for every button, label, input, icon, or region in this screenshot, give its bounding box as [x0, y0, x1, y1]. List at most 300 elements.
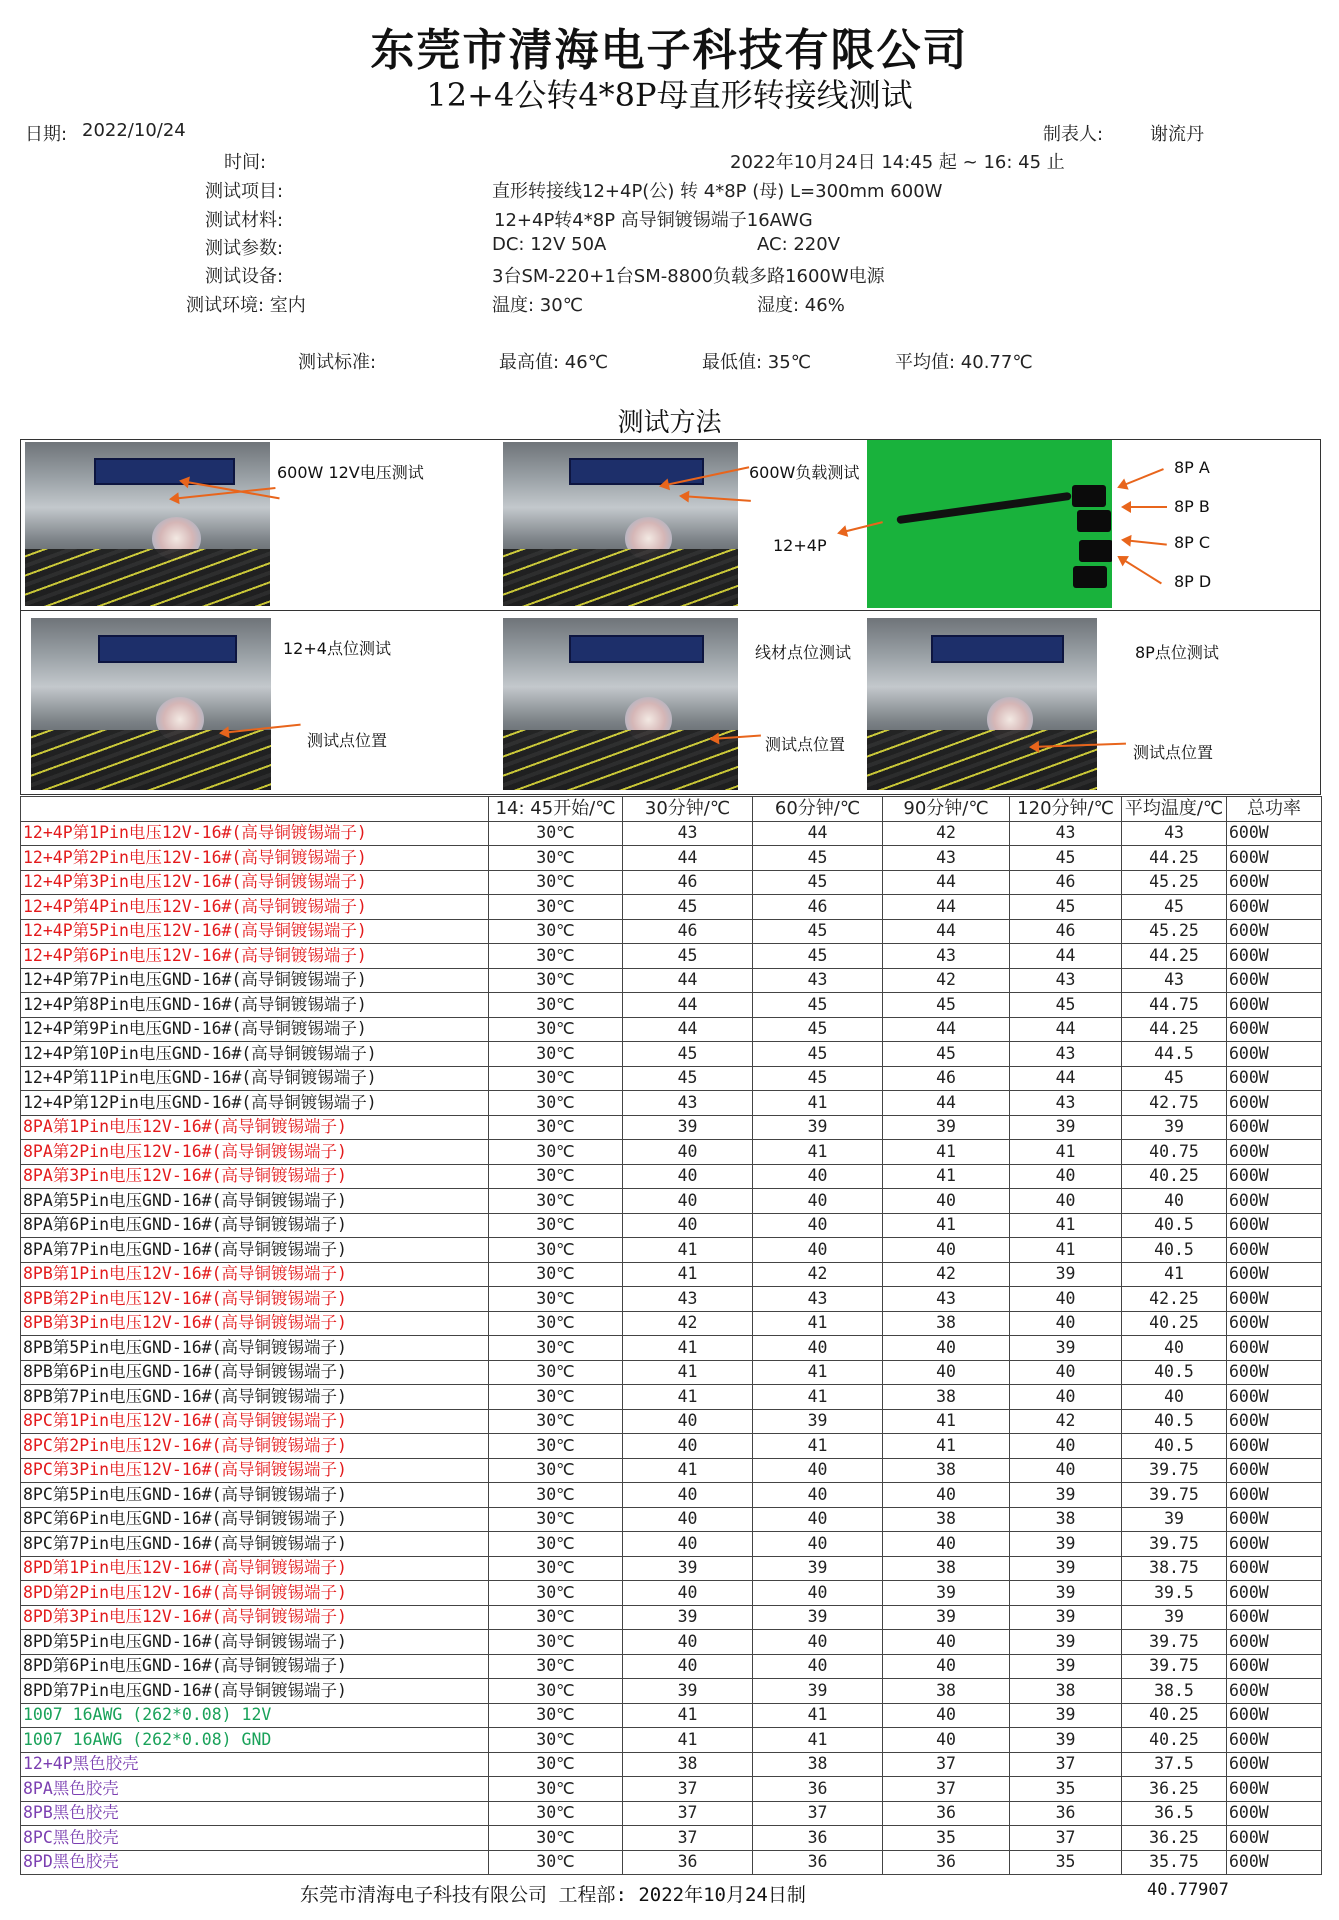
header-cell: 90分钟/℃ — [883, 797, 1010, 822]
value-cell: 41 — [1010, 1213, 1122, 1238]
table-row — [21, 1483, 1322, 1508]
value-cell: 43 — [623, 821, 753, 846]
value-cell: 46 — [1010, 919, 1122, 944]
value-cell: 45 — [623, 895, 753, 920]
value-cell: 39.75 — [1122, 1630, 1227, 1655]
value-cell: 38 — [1010, 1679, 1122, 1704]
header-cell — [21, 797, 489, 822]
value-cell: 600W — [1227, 1703, 1322, 1728]
value-cell: 44 — [753, 821, 883, 846]
value-cell: 44 — [1010, 944, 1122, 969]
arrow-icon — [1123, 539, 1167, 546]
humidity-value: 湿度: 46% — [757, 295, 845, 316]
table-row — [21, 1507, 1322, 1532]
value-cell: 30℃ — [489, 870, 623, 895]
value-cell: 35 — [883, 1826, 1010, 1851]
value-cell: 41 — [883, 1140, 1010, 1165]
row-name-cell: 8PC第1Pin电压12V-16#(高导铜镀锡端子) — [21, 1409, 489, 1434]
value-cell: 600W — [1227, 993, 1322, 1018]
value-cell: 40 — [1010, 1458, 1122, 1483]
row-name-cell: 8PC第7Pin电压GND-16#(高导铜镀锡端子) — [21, 1532, 489, 1557]
value-cell: 40 — [753, 1189, 883, 1214]
value-cell: 39.5 — [1122, 1581, 1227, 1606]
value-cell: 600W — [1227, 1189, 1322, 1214]
footer-text: 东莞市清海电子科技有限公司 工程部: 2022年10月24日制 — [300, 1884, 806, 1906]
value-cell: 30℃ — [489, 1189, 623, 1214]
row-name-cell: 1007 16AWG (262*0.08) 12V — [21, 1703, 489, 1728]
value-cell: 37 — [883, 1752, 1010, 1777]
value-cell: 600W — [1227, 1238, 1322, 1263]
value-cell: 44 — [883, 895, 1010, 920]
row-name-cell: 8PB第6Pin电压GND-16#(高导铜镀锡端子) — [21, 1360, 489, 1385]
value-cell: 40 — [883, 1630, 1010, 1655]
value-cell: 30℃ — [489, 1581, 623, 1606]
value-cell: 41 — [753, 1434, 883, 1459]
row-name-cell: 8PC第3Pin电压12V-16#(高导铜镀锡端子) — [21, 1458, 489, 1483]
value-cell: 40 — [623, 1483, 753, 1508]
row-name-cell: 12+4P第2Pin电压12V-16#(高导铜镀锡端子) — [21, 846, 489, 871]
avg-value: 平均值: 40.77℃ — [895, 352, 1033, 373]
value-cell: 40 — [623, 1630, 753, 1655]
value-cell: 30℃ — [489, 1679, 623, 1704]
value-cell: 37.5 — [1122, 1752, 1227, 1777]
value-cell: 43 — [1010, 1091, 1122, 1116]
value-cell: 39 — [753, 1409, 883, 1434]
value-cell: 39 — [623, 1556, 753, 1581]
value-cell: 39 — [623, 1605, 753, 1630]
value-cell: 40 — [753, 1507, 883, 1532]
value-cell: 41 — [623, 1458, 753, 1483]
value-cell: 40 — [753, 1654, 883, 1679]
value-cell: 600W — [1227, 1042, 1322, 1067]
table-row — [21, 895, 1322, 920]
table-row — [21, 1703, 1322, 1728]
table-row — [21, 1311, 1322, 1336]
value-cell: 40 — [883, 1189, 1010, 1214]
value-cell: 45 — [623, 1066, 753, 1091]
value-cell: 41 — [753, 1360, 883, 1385]
table-row — [21, 1777, 1322, 1802]
arrow-icon — [1119, 468, 1164, 488]
table-row — [21, 1630, 1322, 1655]
value-cell: 45 — [753, 919, 883, 944]
value-cell: 36.25 — [1122, 1777, 1227, 1802]
value-cell: 600W — [1227, 968, 1322, 993]
header-cell: 30分钟/℃ — [623, 797, 753, 822]
environment-label: 测试环境: 室内 — [186, 295, 306, 316]
row-name-cell: 8PD第5Pin电压GND-16#(高导铜镀锡端子) — [21, 1630, 489, 1655]
value-cell: 45 — [753, 944, 883, 969]
date-label: 日期: — [25, 124, 68, 145]
value-cell: 44 — [1010, 1017, 1122, 1042]
value-cell: 600W — [1227, 1409, 1322, 1434]
value-cell: 44 — [883, 870, 1010, 895]
value-cell: 39 — [1122, 1115, 1227, 1140]
photo-cable — [867, 440, 1112, 608]
row-name-cell: 8PB第5Pin电压GND-16#(高导铜镀锡端子) — [21, 1336, 489, 1361]
value-cell: 44 — [883, 919, 1010, 944]
value-cell: 40 — [753, 1630, 883, 1655]
value-cell: 39 — [1010, 1556, 1122, 1581]
value-cell: 45 — [753, 993, 883, 1018]
row-name-cell: 8PB黑色胶壳 — [21, 1801, 489, 1826]
value-cell: 600W — [1227, 1287, 1322, 1312]
value-cell: 39 — [1010, 1605, 1122, 1630]
value-cell: 38.75 — [1122, 1556, 1227, 1581]
photo-12v-voltage-test — [25, 442, 270, 606]
value-cell: 39 — [1122, 1605, 1227, 1630]
value-cell: 41 — [753, 1728, 883, 1753]
table-row — [21, 1556, 1322, 1581]
value-cell: 37 — [1010, 1752, 1122, 1777]
value-cell: 30℃ — [489, 1311, 623, 1336]
row-name-cell: 8PD黑色胶壳 — [21, 1850, 489, 1875]
row-name-cell: 8PA第2Pin电压12V-16#(高导铜镀锡端子) — [21, 1140, 489, 1165]
value-cell: 41 — [1010, 1238, 1122, 1263]
table-row — [21, 1385, 1322, 1410]
value-cell: 36 — [883, 1850, 1010, 1875]
value-cell: 40 — [623, 1140, 753, 1165]
table-row — [21, 1752, 1322, 1777]
value-cell: 30℃ — [489, 1630, 623, 1655]
value-cell: 30℃ — [489, 1409, 623, 1434]
value-cell: 600W — [1227, 1850, 1322, 1875]
value-cell: 40 — [1122, 1336, 1227, 1361]
table-row — [21, 944, 1322, 969]
value-cell: 35.75 — [1122, 1850, 1227, 1875]
value-cell: 44.25 — [1122, 1017, 1227, 1042]
value-cell: 40 — [753, 1581, 883, 1606]
value-cell: 40 — [753, 1238, 883, 1263]
row-name-cell: 12+4P第12Pin电压GND-16#(高导铜镀锡端子) — [21, 1091, 489, 1116]
arrow-icon — [1123, 506, 1167, 508]
value-cell: 39 — [1010, 1703, 1122, 1728]
value-cell: 40 — [623, 1164, 753, 1189]
table-row — [21, 1458, 1322, 1483]
table-row — [21, 1826, 1322, 1851]
value-cell: 30℃ — [489, 944, 623, 969]
value-cell: 30℃ — [489, 1654, 623, 1679]
value-cell: 30℃ — [489, 1017, 623, 1042]
footer-average: 40.77907 — [1147, 1880, 1229, 1900]
value-cell: 40 — [1122, 1189, 1227, 1214]
value-cell: 41 — [883, 1409, 1010, 1434]
equipment-value: 3台SM-220+1台SM-8800负载多路1600W电源 — [492, 266, 885, 287]
row-name-cell: 8PC第6Pin电压GND-16#(高导铜镀锡端子) — [21, 1507, 489, 1532]
value-cell: 39 — [1010, 1654, 1122, 1679]
value-cell: 38 — [883, 1458, 1010, 1483]
value-cell: 600W — [1227, 1826, 1322, 1851]
value-cell: 46 — [753, 895, 883, 920]
value-cell: 30℃ — [489, 993, 623, 1018]
row-name-cell: 8PD第1Pin电压12V-16#(高导铜镀锡端子) — [21, 1556, 489, 1581]
caption-8pc: 8P C — [1174, 533, 1211, 552]
value-cell: 30℃ — [489, 1115, 623, 1140]
table-row — [21, 821, 1322, 846]
row-name-cell: 12+4P第7Pin电压GND-16#(高导铜镀锡端子) — [21, 968, 489, 993]
value-cell: 38.5 — [1122, 1679, 1227, 1704]
value-cell: 40 — [623, 1532, 753, 1557]
value-cell: 46 — [623, 919, 753, 944]
photo-divider — [21, 610, 1320, 611]
table-row — [21, 1336, 1322, 1361]
caption-load-test: 600W负载测试 — [749, 463, 860, 482]
value-cell: 45 — [1010, 895, 1122, 920]
value-cell: 43 — [1010, 1042, 1122, 1067]
row-name-cell: 12+4P第3Pin电压12V-16#(高导铜镀锡端子) — [21, 870, 489, 895]
row-name-cell: 12+4P第8Pin电压GND-16#(高导铜镀锡端子) — [21, 993, 489, 1018]
table-row — [21, 1115, 1322, 1140]
row-name-cell: 8PD第3Pin电压12V-16#(高导铜镀锡端子) — [21, 1605, 489, 1630]
value-cell: 40 — [623, 1409, 753, 1434]
value-cell: 43 — [1010, 968, 1122, 993]
value-cell: 40.5 — [1122, 1409, 1227, 1434]
row-name-cell: 12+4P第10Pin电压GND-16#(高导铜镀锡端子) — [21, 1042, 489, 1067]
value-cell: 600W — [1227, 1483, 1322, 1508]
value-cell: 40 — [623, 1654, 753, 1679]
standard-label: 测试标准: — [298, 352, 377, 373]
value-cell: 41 — [623, 1385, 753, 1410]
time-value: 2022年10月24日 14:45 起 ~ 16: 45 止 — [730, 152, 1065, 173]
value-cell: 600W — [1227, 1752, 1322, 1777]
value-cell: 38 — [623, 1752, 753, 1777]
value-cell: 44.25 — [1122, 846, 1227, 871]
row-name-cell: 8PD第7Pin电压GND-16#(高导铜镀锡端子) — [21, 1679, 489, 1704]
value-cell: 600W — [1227, 1556, 1322, 1581]
value-cell: 36 — [1010, 1801, 1122, 1826]
value-cell: 41 — [1010, 1140, 1122, 1165]
value-cell: 30℃ — [489, 1213, 623, 1238]
value-cell: 45 — [1122, 895, 1227, 920]
value-cell: 41 — [623, 1238, 753, 1263]
header-cell: 总功率 — [1227, 797, 1322, 822]
value-cell: 39 — [883, 1115, 1010, 1140]
value-cell: 41 — [623, 1360, 753, 1385]
value-cell: 38 — [883, 1556, 1010, 1581]
value-cell: 40.5 — [1122, 1213, 1227, 1238]
value-cell: 44 — [623, 1017, 753, 1042]
value-cell: 30℃ — [489, 1385, 623, 1410]
table-row — [21, 1189, 1322, 1214]
value-cell: 36 — [753, 1826, 883, 1851]
value-cell: 43 — [753, 1287, 883, 1312]
value-cell: 600W — [1227, 1532, 1322, 1557]
row-name-cell: 8PD第6Pin电压GND-16#(高导铜镀锡端子) — [21, 1654, 489, 1679]
table-row — [21, 1017, 1322, 1042]
value-cell: 41 — [753, 1140, 883, 1165]
table-row — [21, 1850, 1322, 1875]
maker-label: 制表人: — [1043, 124, 1104, 145]
value-cell: 600W — [1227, 1507, 1322, 1532]
value-cell: 30℃ — [489, 1850, 623, 1875]
value-cell: 600W — [1227, 870, 1322, 895]
table-row — [21, 1238, 1322, 1263]
table-row — [21, 968, 1322, 993]
value-cell: 600W — [1227, 1336, 1322, 1361]
value-cell: 39 — [1010, 1630, 1122, 1655]
value-cell: 45 — [753, 1066, 883, 1091]
row-name-cell: 8PB第3Pin电压12V-16#(高导铜镀锡端子) — [21, 1311, 489, 1336]
value-cell: 600W — [1227, 1213, 1322, 1238]
value-cell: 46 — [883, 1066, 1010, 1091]
value-cell: 42 — [1010, 1409, 1122, 1434]
value-cell: 41 — [623, 1728, 753, 1753]
value-cell: 40 — [753, 1213, 883, 1238]
value-cell: 45.25 — [1122, 919, 1227, 944]
value-cell: 45 — [753, 1042, 883, 1067]
value-cell: 45 — [753, 1017, 883, 1042]
table-row — [21, 919, 1322, 944]
value-cell: 45 — [623, 1042, 753, 1067]
value-cell: 36.25 — [1122, 1826, 1227, 1851]
value-cell: 45 — [883, 1042, 1010, 1067]
value-cell: 46 — [1010, 870, 1122, 895]
header-cell: 120分钟/℃ — [1010, 797, 1122, 822]
value-cell: 600W — [1227, 1066, 1322, 1091]
value-cell: 39 — [1122, 1507, 1227, 1532]
value-cell: 30℃ — [489, 919, 623, 944]
value-cell: 30℃ — [489, 1262, 623, 1287]
value-cell: 40 — [883, 1238, 1010, 1263]
date-value: 2022/10/24 — [82, 120, 186, 141]
value-cell: 43 — [883, 846, 1010, 871]
value-cell: 40 — [883, 1728, 1010, 1753]
row-name-cell: 8PA第7Pin电压GND-16#(高导铜镀锡端子) — [21, 1238, 489, 1263]
material-label: 测试材料: — [205, 210, 284, 231]
maker-value: 谢流丹 — [1150, 124, 1204, 145]
value-cell: 40 — [623, 1213, 753, 1238]
param-label: 测试参数: — [205, 238, 284, 259]
value-cell: 39 — [753, 1605, 883, 1630]
method-photo-panel — [20, 439, 1321, 795]
value-cell: 44.25 — [1122, 944, 1227, 969]
param-dc: DC: 12V 50A — [492, 234, 607, 255]
value-cell: 43 — [1122, 968, 1227, 993]
value-cell: 39 — [1010, 1483, 1122, 1508]
value-cell: 30℃ — [489, 1360, 623, 1385]
value-cell: 45 — [753, 846, 883, 871]
value-cell: 35 — [1010, 1850, 1122, 1875]
value-cell: 45 — [753, 870, 883, 895]
value-cell: 40 — [1010, 1189, 1122, 1214]
method-title: 测试方法 — [617, 408, 722, 438]
table-header-row — [21, 797, 1322, 822]
value-cell: 40.75 — [1122, 1140, 1227, 1165]
value-cell: 600W — [1227, 1801, 1322, 1826]
value-cell: 40 — [1010, 1434, 1122, 1459]
value-cell: 44 — [623, 968, 753, 993]
max-value: 最高值: 46℃ — [499, 352, 608, 373]
value-cell: 36 — [623, 1850, 753, 1875]
value-cell: 600W — [1227, 1311, 1322, 1336]
caption-12p: 12+4P — [773, 536, 827, 555]
value-cell: 30℃ — [489, 846, 623, 871]
value-cell: 30℃ — [489, 1532, 623, 1557]
value-cell: 40 — [1010, 1164, 1122, 1189]
value-cell: 39 — [1010, 1336, 1122, 1361]
value-cell: 42 — [883, 821, 1010, 846]
row-name-cell: 8PD第2Pin电压12V-16#(高导铜镀锡端子) — [21, 1581, 489, 1606]
value-cell: 39 — [753, 1556, 883, 1581]
value-cell: 45 — [883, 993, 1010, 1018]
value-cell: 30℃ — [489, 1801, 623, 1826]
value-cell: 30℃ — [489, 1752, 623, 1777]
table-row — [21, 1360, 1322, 1385]
min-value: 最低值: 35℃ — [702, 352, 811, 373]
table-row — [21, 1287, 1322, 1312]
value-cell: 36 — [753, 1850, 883, 1875]
caption-12v-test: 600W 12V电压测试 — [277, 463, 424, 482]
value-cell: 42.25 — [1122, 1287, 1227, 1312]
row-name-cell: 12+4P第11Pin电压GND-16#(高导铜镀锡端子) — [21, 1066, 489, 1091]
value-cell: 41 — [883, 1164, 1010, 1189]
value-cell: 30℃ — [489, 968, 623, 993]
value-cell: 30℃ — [489, 1483, 623, 1508]
row-name-cell: 8PC黑色胶壳 — [21, 1826, 489, 1851]
value-cell: 44.5 — [1122, 1042, 1227, 1067]
arrow-icon — [1118, 556, 1161, 584]
row-name-cell: 8PA第6Pin电压GND-16#(高导铜镀锡端子) — [21, 1213, 489, 1238]
value-cell: 40.5 — [1122, 1360, 1227, 1385]
table-row — [21, 1728, 1322, 1753]
value-cell: 600W — [1227, 1777, 1322, 1802]
value-cell: 41 — [883, 1213, 1010, 1238]
material-value: 12+4P转4*8P 高导铜镀锡端子16AWG — [494, 210, 813, 231]
table-row — [21, 870, 1322, 895]
value-cell: 39 — [1010, 1728, 1122, 1753]
value-cell: 30℃ — [489, 1605, 623, 1630]
value-cell: 39.75 — [1122, 1654, 1227, 1679]
value-cell: 30℃ — [489, 1556, 623, 1581]
row-name-cell: 8PB第1Pin电压12V-16#(高导铜镀锡端子) — [21, 1262, 489, 1287]
value-cell: 39 — [623, 1679, 753, 1704]
value-cell: 41 — [753, 1385, 883, 1410]
value-cell: 38 — [753, 1752, 883, 1777]
caption-12p-point-test: 12+4点位测试 — [283, 639, 391, 658]
table-row — [21, 1605, 1322, 1630]
value-cell: 39 — [883, 1605, 1010, 1630]
table-row — [21, 1654, 1322, 1679]
value-cell: 600W — [1227, 1115, 1322, 1140]
photo-load-test — [503, 442, 738, 606]
value-cell: 40 — [623, 1507, 753, 1532]
value-cell: 37 — [623, 1801, 753, 1826]
value-cell: 45 — [1010, 846, 1122, 871]
caption-12p-point-position: 测试点位置 — [307, 731, 388, 750]
value-cell: 39.75 — [1122, 1458, 1227, 1483]
value-cell: 39 — [1010, 1532, 1122, 1557]
header-cell: 60分钟/℃ — [753, 797, 883, 822]
value-cell: 40 — [623, 1434, 753, 1459]
value-cell: 43 — [753, 968, 883, 993]
value-cell: 40 — [753, 1164, 883, 1189]
value-cell: 30℃ — [489, 1434, 623, 1459]
value-cell: 39 — [623, 1115, 753, 1140]
header-cell: 14: 45开始/℃ — [489, 797, 623, 822]
value-cell: 600W — [1227, 1164, 1322, 1189]
value-cell: 600W — [1227, 1654, 1322, 1679]
temperature-value: 温度: 30℃ — [492, 295, 583, 316]
param-ac: AC: 220V — [757, 234, 841, 255]
row-name-cell: 12+4P第4Pin电压12V-16#(高导铜镀锡端子) — [21, 895, 489, 920]
caption-8pa: 8P A — [1174, 458, 1210, 477]
value-cell: 43 — [623, 1091, 753, 1116]
value-cell: 40 — [883, 1532, 1010, 1557]
value-cell: 39 — [753, 1679, 883, 1704]
row-name-cell: 12+4P黑色胶壳 — [21, 1752, 489, 1777]
value-cell: 30℃ — [489, 1238, 623, 1263]
value-cell: 40 — [623, 1581, 753, 1606]
